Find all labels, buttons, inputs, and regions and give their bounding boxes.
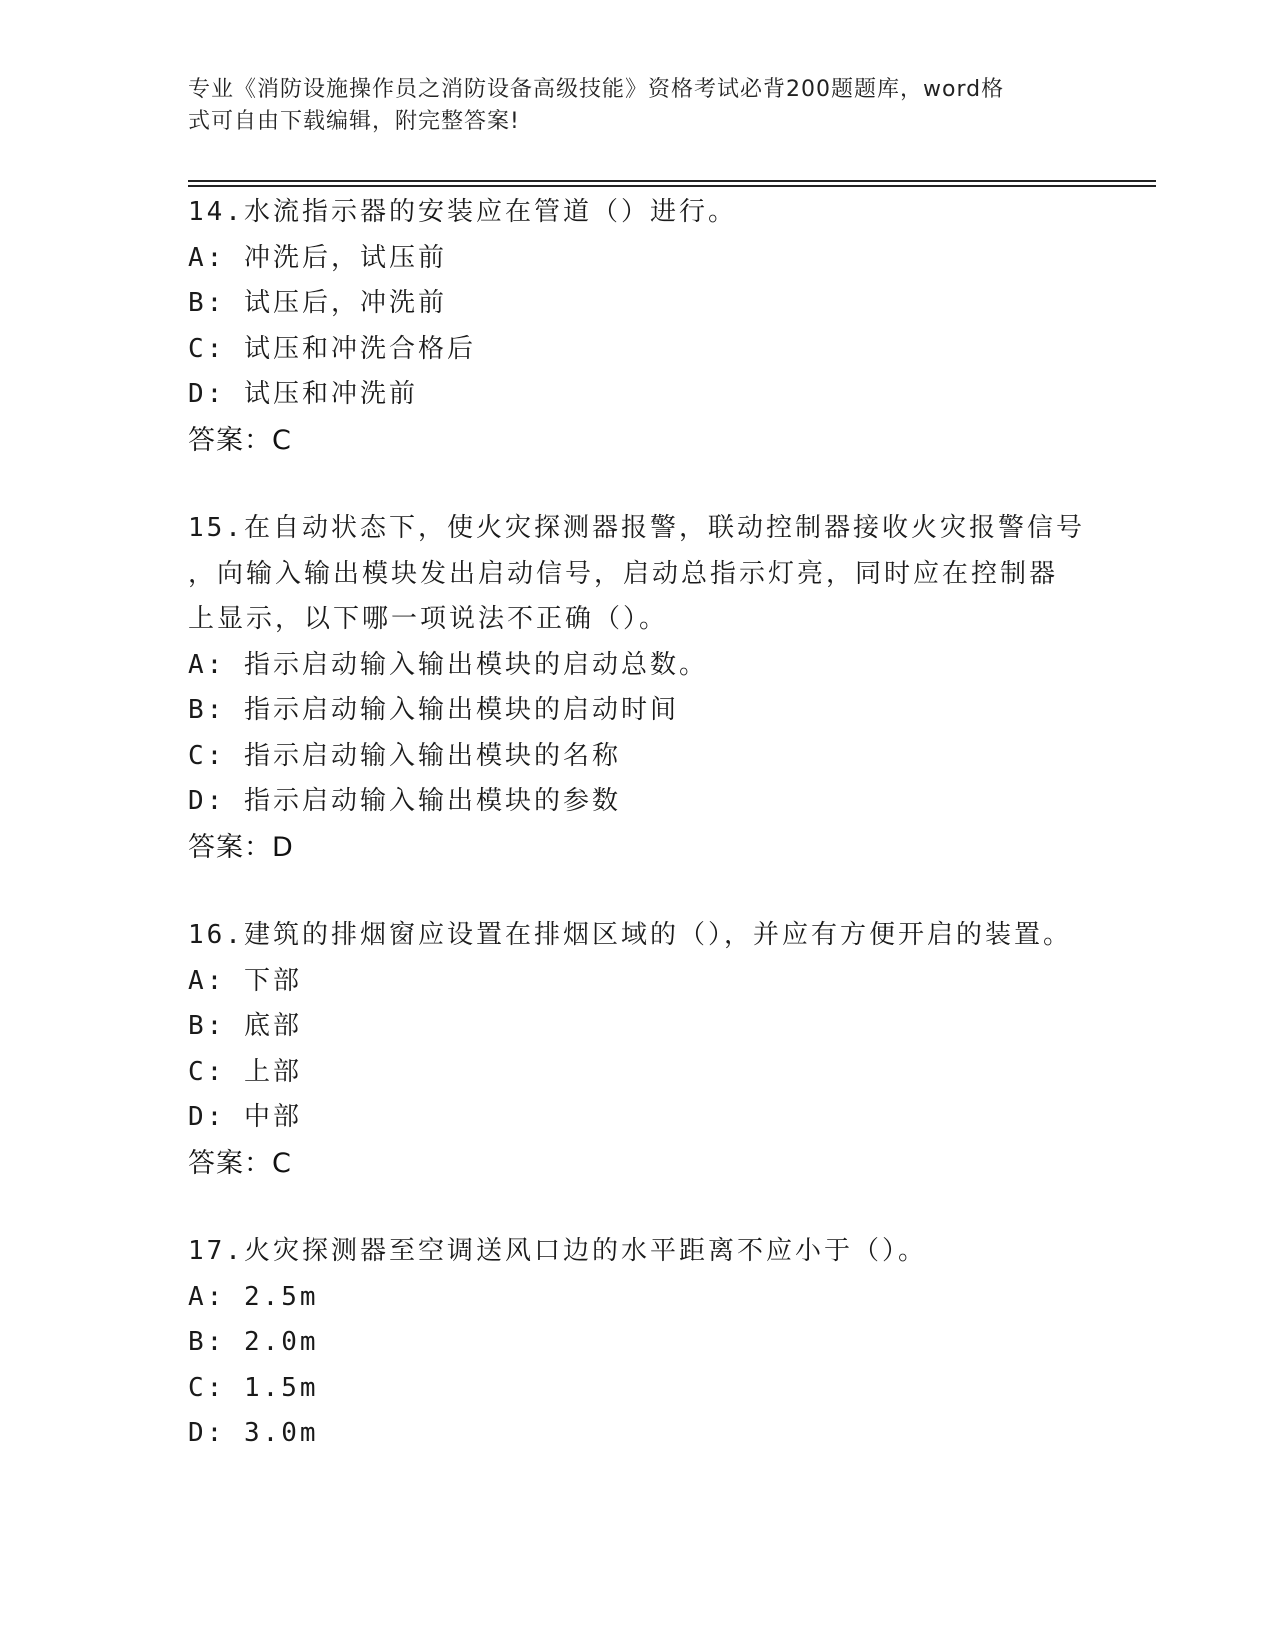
option-c: C: 1.5m xyxy=(188,1372,319,1403)
question-16 xyxy=(188,913,1088,1186)
option-c: C: 上部 xyxy=(188,1056,302,1087)
question-17 xyxy=(188,1229,1088,1457)
header-line-1: 专业《消防设施操作员之消防设备高级技能》资格考试必背200题题库，word格 xyxy=(188,77,1005,102)
answer-line: 答案：C xyxy=(188,1147,292,1179)
question-14 xyxy=(188,190,1088,463)
answer-line: 答案：C xyxy=(188,424,292,456)
option-b: B: 底部 xyxy=(188,1011,302,1041)
option-d: D: 3.0m xyxy=(188,1418,319,1448)
option-c: C: 指示启动输入输出模块的名称 xyxy=(188,740,621,771)
question-stem-line-2: ，向输入输出模块发出启动信号，启动总指示灯亮，同时应在控制器 xyxy=(188,558,1059,589)
option-a: A: 下部 xyxy=(188,965,302,996)
document-header xyxy=(188,74,1088,138)
question-stem: 16.建筑的排烟窗应设置在排烟区域的（），并应有方便开启的装置。 xyxy=(188,920,1072,950)
option-b: B: 指示启动输入输出模块的启动时间 xyxy=(188,695,679,725)
question-stem-line-1: 15.在自动状态下，使火灾探测器报警，联动控制器接收火灾报警信号 xyxy=(188,513,1085,543)
question-stem-line-3: 上显示，以下哪一项说法不正确（）。 xyxy=(188,604,669,634)
option-b: B: 2.0m xyxy=(188,1327,319,1357)
option-a: A: 2.5m xyxy=(188,1281,319,1312)
option-a: A: 指示启动输入输出模块的启动总数。 xyxy=(188,649,708,680)
option-b: B: 试压后，冲洗前 xyxy=(188,288,447,318)
question-list xyxy=(188,190,1088,1500)
option-c: C: 试压和冲洗合格后 xyxy=(188,333,476,364)
header-divider-top xyxy=(188,180,1156,182)
option-d: D: 试压和冲洗前 xyxy=(188,379,418,409)
option-a: A: 冲洗后，试压前 xyxy=(188,242,447,273)
header-divider-bottom xyxy=(188,185,1156,187)
option-d: D: 指示启动输入输出模块的参数 xyxy=(188,786,621,816)
question-stem: 17.火灾探测器至空调送风口边的水平距离不应小于（）。 xyxy=(188,1236,927,1266)
answer-line: 答案：D xyxy=(188,831,294,863)
question-15 xyxy=(188,506,1088,870)
header-line-2: 式可自由下载编辑，附完整答案! xyxy=(188,109,520,134)
option-d: D: 中部 xyxy=(188,1102,302,1132)
question-stem: 14.水流指示器的安装应在管道（）进行。 xyxy=(188,197,737,227)
